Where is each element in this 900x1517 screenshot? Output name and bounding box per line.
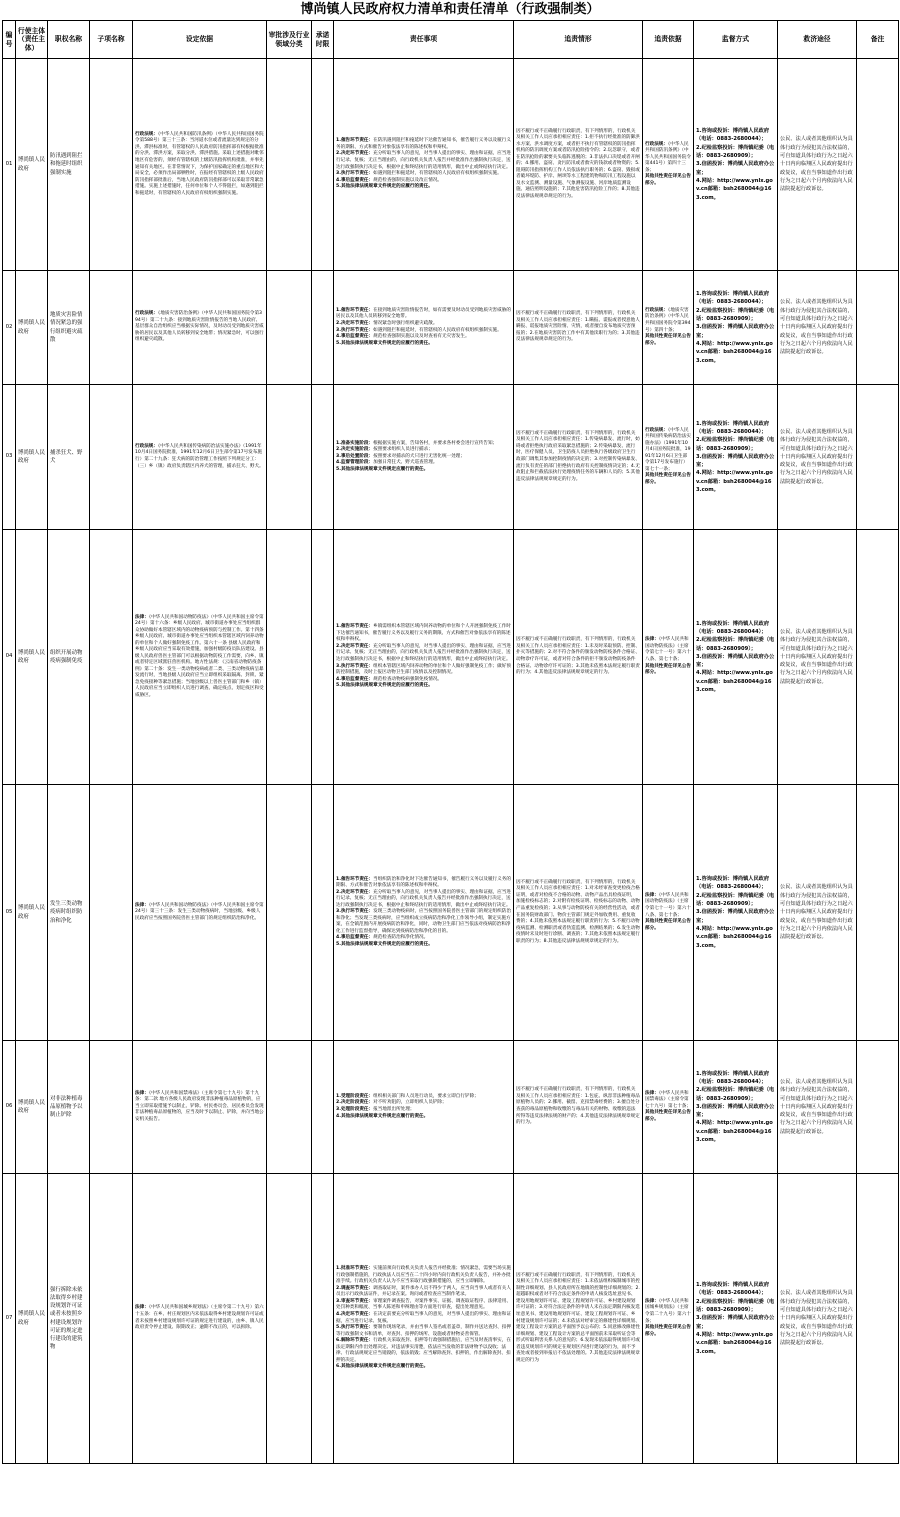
supervision-item: 1.咨询或投诉：博尚镇人民政府（电话：0883-2680044）；: [696, 420, 770, 435]
row-seq: 06: [3, 1041, 16, 1174]
lbasis-text: 《地质灾害防治条例》（中华人民共和国国务院令第394号）第四十条；: [645, 307, 691, 333]
lbasis-label: 行政法规：: [645, 427, 668, 433]
row-liability: 因不履行或不正确履行行政职责，有下列情形的，行政机关及相关工作人员应承担相应责任：1.瞒报、谎报或者授意他人瞒报、谎报地质灾害险情、灾情，或者擅自发布地质灾害预报的；2.在地质灾害防治工作中有其他渎职行为的；3.其他违反法律法规规章规定的行为。: [514, 271, 643, 385]
row-time: [312, 785, 334, 1041]
header-seq: 编号: [3, 21, 16, 59]
row-liability: 因不履行或不正确履行行政职责，有下列情形的，行政机关及相关工作人员应承担相应责任：1.包庇、纵容非法种植毒品原植物人员的；2.挪用、截留、克扣禁毒经费的；3.擅自处分查获的毒品原植物和收缴的与毒品有关的财物、收缴的违法所得等违反法律法规的财产的；4.其他违反法律法规规章规定的行为。: [514, 1041, 643, 1174]
supervision-item: 2.纪检监察投诉：博尚镇纪委（电话：0883-2680909）；: [696, 1298, 775, 1314]
row-liability-basis: [643, 59, 694, 271]
row-power-name: 地质灾害险情情况紧急的强行组织避灾疏散: [48, 271, 90, 385]
duty-text: 乡镇需组织本管辖区域内饲养动物的单位和个人开展强制免疫工作时下达催告通知书，催告履行义务以及履行义务的期限、方式和催告对象依法享有的陈述权和申辩权。: [336, 624, 511, 643]
duty-label: 1.批准环节责任：: [336, 1266, 374, 1272]
row-duties: [334, 1174, 514, 1464]
basis-text: 《地质灾害防治条例》（中华人民共和国国务院令第394号）第二十九条：接到地质灾害险情报告的当地人民政府、基层群众自治组织应当根据实际情况，及时动员受到地质灾害威胁的居民以及其他人员转移到安全地带；情况紧急时，可以强行组织避灾疏散。: [135, 311, 264, 343]
row-relief: 公民、法人或者其他组织认为具体行政行为侵犯其合法权益的，可自知道具体行政行为之日起六十日内向临翔区人民政府提出行政复议，或自当事知道作出行政行为之日起六个月内依法向人民法院提起行政诉讼。: [778, 785, 857, 1041]
supervision-item: 3.信函投诉：博尚镇人民政府办公室；: [696, 161, 775, 176]
supervision-item: 2.纪检监察投诉：博尚镇纪委（电话：0883-2680909）；: [696, 144, 775, 160]
duty-label: 3.处理阶段责任：: [336, 1107, 374, 1112]
basis-text: 《中华人民共和国动物防疫法》（中华人民共和国主席令第24号）第三十三条：发生三类动物疫病时，当地县级、乡级人民政府应当按照国务院兽医主管部门的规定组织防治和净化。: [135, 902, 264, 921]
row-supervision: [694, 785, 778, 1041]
row-subitem: [90, 785, 133, 1041]
row-duties: [334, 785, 514, 1041]
duty-label: 2.决定环节责任：: [336, 151, 374, 157]
row-org: 博尚镇人民政府: [16, 1041, 48, 1174]
duty-label: 5.其他法律法规规章文件规定的应履行的责任。: [336, 340, 433, 346]
row-basis: [133, 1041, 267, 1174]
duty-text: 规范检查强制实施以及及时查看有无灾害发生。: [373, 334, 470, 340]
duty-text: 按照要求组织人员进行捕杀；: [373, 447, 433, 453]
duty-item: [336, 1299, 511, 1312]
header-duty: 责任事项: [334, 21, 514, 59]
row-duties: [334, 59, 514, 271]
row-subitem: [90, 1041, 133, 1174]
table-row: [3, 785, 899, 1041]
row-basis: [133, 785, 267, 1041]
row-basis: [133, 385, 267, 530]
lbasis-label: 法律：: [645, 1298, 659, 1304]
row-seq: 07: [3, 1174, 16, 1464]
supervision-item: 4.网站：http://www.ynlx.gov.cn邮箱：bsh2680044@163.com。: [696, 670, 773, 694]
duty-text: 加强日常狂犬、野犬巡查管理。: [373, 460, 438, 466]
supervision-item: 2.纪检监察投诉：博尚镇纪委（电话：0883-2680909）；: [696, 307, 775, 323]
duty-text: 审理案件调查报告，对案件事实、证据、调查取证程序、法律适用、处罚种类和幅度、当事人陈述和申辩理由等方面进行审查，提出处理意见。: [336, 1298, 511, 1311]
row-review: [267, 785, 312, 1041]
supervision-item: 2.纪检监察投诉：博尚镇纪委（电话：0883-2680909）；: [696, 1087, 775, 1102]
supervision-item: 1.咨询或投诉：博尚镇人民政府（电话：0883-2680044）；: [696, 1282, 770, 1297]
duty-label: 2.决定实施阶段：: [336, 447, 374, 453]
duty-label: 5.其他法律法规规章文件规定的应履行的责任。: [336, 683, 433, 689]
duty-text: 组织本管辖区域内饲养动物的单位和个人做好强制免疫工作；做好预防控制措施，及时上报区动物卫生部门疫情以及控制情况。: [336, 663, 511, 676]
duty-text: 情况紧急时强行组织避灾疏散。: [373, 320, 438, 326]
table-row: [3, 530, 899, 785]
duty-label: 3.执行环节责任：: [336, 909, 374, 915]
duty-item: [336, 1338, 511, 1364]
row-power-name: 强行拆除未依法取得乡村建设规划许可证或者未按照乡村建设规划许可证的规定进行建设的建筑物: [48, 1174, 90, 1464]
duty-label: 4.事后监督责任：: [336, 177, 374, 183]
row-power-name: 防汛遇到阻拦和拖延时组织强制实施: [48, 59, 90, 271]
row-relief: 公民、法人或者其他组织认为具体行政行为侵犯其合法权益的，可自知道具体行政行为之日起六十日内向临翔区人民政府提出行政复议，或自当事知道作出行政行为之日起六个月内依法向人民法院提起行政诉讼。: [778, 1041, 857, 1174]
header-relief: 救济途径: [778, 21, 857, 59]
row-subitem: [90, 530, 133, 785]
row-org: 博尚镇人民政府: [16, 530, 48, 785]
basis-label: 法律：: [135, 1305, 149, 1311]
row-seq: 05: [3, 785, 16, 1041]
duty-label: 4.决定环节责任：: [336, 1311, 374, 1317]
duty-text: 对不听劝阻的，立即组织人员铲除；: [373, 1100, 447, 1106]
supervision-item: 4.网站：http://www.ynlx.gov.cn邮箱：bsh2680044@163.com。: [696, 340, 773, 364]
header-power: 职权名称: [48, 21, 90, 59]
duty-text: 充分听取当事人的意见，对当事人提出的事实、理由和证据，应当进行记录、复核；无正当理由的，向行政机关负责人报告并经批准作出强制执行决定，送达行政强制执行决定书，根据中止和终结执行的适用情形，做出中止或终结执行决定。: [336, 889, 511, 908]
row-review: [267, 1174, 312, 1464]
duty-text: 行政机关采取查封、扣押等行政强制措施后，应当及时查清事实，在法定期限内作出处理决定。对违法事实清楚，依法应当没收的非法财物予以没收；法律、行政法规规定应当销毁的，依法销毁；应当解除查封、扣押的，作出解除查封、扣押的决定。: [336, 1338, 511, 1363]
row-supervision: [694, 1174, 778, 1464]
supervision-item: 2.纪检监察投诉：博尚镇纪委（电话：0883-2680909）；: [696, 892, 775, 908]
page-title: 博尚镇人民政府权力清单和责任清单（行政强制类）: [300, 2, 600, 17]
duty-item: [336, 1286, 511, 1299]
lbasis-tail: 其他共性责任详见公告部分。: [645, 919, 691, 931]
duty-item: [336, 184, 511, 191]
row-liability-basis: [643, 385, 694, 530]
duty-text: 充分听取当事人的意见，对当事人提出的事实、理由和证据，应当进行记录、复核；无正当理由的，向行政机关负责人报告并经批准作出强制执行决定，送达行政强制执行决定书，根据中止和终结执行的适用情形，做出中止或终结执行决定。: [336, 151, 511, 170]
table-row: [3, 1041, 899, 1174]
duty-item: [336, 683, 511, 690]
row-time: [312, 1041, 334, 1174]
lbasis-label: 法律：: [645, 892, 659, 898]
row-time: [312, 530, 334, 785]
row-remark: [857, 59, 899, 271]
basis-text: 《中华人民共和国禁毒法》（主席令第七十九号）第十九条：第二款 地方各级人民政府发现非法种植毒品原植物的，应当立即采取措施予以制止、铲除。村民委员会、居民委员会发现非法种植毒品原植物的，应当及时予以制止、铲除，并向当地公安机关报告。: [135, 1090, 264, 1122]
duty-label: 4.事后监督责任：: [336, 935, 374, 941]
row-remark: [857, 1041, 899, 1174]
table-row: [3, 1174, 899, 1464]
row-review: [267, 385, 312, 530]
duty-item: [336, 664, 511, 677]
duty-text: 规范检查防治和净化情况。: [373, 935, 429, 941]
duty-item: [336, 1364, 511, 1371]
basis-text: 《中华人民共和国防汛条例》（中华人民共和国国务院令第588号）第三十三条：当河道水位或者流量达到规定的分洪、滞洪标准时，有管辖权的人民政府防汛指挥部有权根据批准的分洪、滞洪方案，采取分洪、滞洪措施。采取上述措施对毗邻地区有危害的，须经有管辖权的上级防汛指挥机构批准，并事先通知有关地区。在非常情况下，为保护国家确定的重点地区和大局安全，必须作出局部牺牲时，在报经有管辖权的上级人民政府防汛指挥部批准后，当地人民政府防汛指挥部可以采取非常紧急措施。实施上述措施时，任何单位和个人不得阻拦，如遇到阻拦和拖延时，有管辖权的人民政府有权组织强制实施。: [135, 131, 264, 196]
duty-label: 6.解除环节责任：: [336, 1338, 374, 1344]
row-remark: [857, 271, 899, 385]
duty-label: 1.受理阶段责任：: [336, 1093, 374, 1099]
row-liability: 因不履行或不正确履行行政职责，有下列情形的，行政机关及相关工作人员应承担相应责任：1.未及时采取预防、控制、扑灭等措施的；2.对不符合条件的颁发动物防疫条件合格证、动物诊疗许可证，或者对符合条件的拒不颁发动物防疫条件合格证、动物诊疗许可证的；3.其他未依照本法规定履行职责的行为；4.其他违反法律法规规章规定的行为。: [514, 530, 643, 785]
row-org: 博尚镇人民政府: [16, 785, 48, 1041]
row-liability-basis: [643, 530, 694, 785]
duty-text: 如遇到阻拦和拖延时，有管辖权的人民政府有权组织强制实施。: [373, 327, 502, 333]
supervision-item: 3.信函投诉：博尚镇人民政府办公室；: [696, 1315, 775, 1330]
lbasis-label: 行政法规：: [645, 307, 668, 313]
row-remark: [857, 785, 899, 1041]
lbasis-tail: 其他共性责任详见公告部分。: [645, 174, 691, 186]
supervision-item: 4.网站：http://www.ynlx.gov.cn邮箱：bsh2680044@163.com。: [696, 1120, 773, 1144]
header-time: 承诺时限: [312, 21, 334, 59]
supervision-item: 3.信函投诉：博尚镇人民政府办公室；: [696, 1103, 775, 1119]
row-basis: [133, 271, 267, 385]
row-subitem: [90, 385, 133, 530]
duty-label: 1.催告环节责任：: [336, 876, 374, 882]
duty-text: 规范检查动物疫病强制免疫情况。: [373, 676, 443, 682]
duty-label: 3.执行环节责任：: [336, 327, 374, 333]
row-power-name: 对非法种植毒品原植物予以制止铲除: [48, 1041, 90, 1174]
power-list-table: [2, 20, 899, 1464]
duty-item: [336, 151, 511, 171]
row-supervision: [694, 385, 778, 530]
row-duties: [334, 385, 514, 530]
table-row: [3, 385, 899, 530]
row-duties: [334, 271, 514, 385]
duty-item: [336, 1266, 511, 1286]
lbasis-text: 《中华人民共和国城乡规划法》（主席令第二十九号）第六十条；: [645, 1298, 691, 1324]
row-relief: 公民、法人或者其他组织认为具体行政行为侵犯其合法权益的，可自知道具体行政行为之日起六十日内向临翔区人民政府提出行政复议，或自当事知道作出行政行为之日起六个月内依法向人民法院提起行政诉讼。: [778, 271, 857, 385]
row-basis: [133, 59, 267, 271]
basis-text: 《中华人民共和国动物防疫法》（中华人民共和国主席令第24号）第十六条：乡级人民政府、城市街道办事处应当组织群众协助做好本管辖区域内的动物疫病预防与控制工作。第十四条 乡级人民政府、城市街道办事处应当组织本管辖区域内饲养动物的单位和个人做好强制免疫工作。第六十一条 县级人民政府和乡级人民政府应当采取有效措施，加强村级防疫员队伍建设。县级人民政府兽医主管部门可以根据动物防疫工作需要，向乡、镇或者特定区域派驻兽医机构。地方性法规：《云南省动物防疫条例》第二十条：发生一类动物疫病或者二类、三类动物疫病呈暴发流行时，当地县级人民政府应当立即组织采取隔离、封锁、紧急免疫接种等紧急措施；当地县级以上兽医主管部门和乡（镇）人民政府应当立即组织人员进行调查、确定疫点、划定疫区和受威胁区。: [135, 614, 264, 698]
supervision-item: 1.咨询或投诉：博尚镇人民政府（电话：0883-2680044）；: [696, 128, 770, 143]
row-supervision: [694, 271, 778, 385]
row-seq: 03: [3, 385, 16, 530]
duty-label: 1.催告环节责任：: [336, 138, 374, 144]
duty-text: 充分听取当事人的意见，对当事人提出的事实、理由和证据，应当进行记录、复核；无正当理由的，向行政机关负责人报告并经批准作出强制执行决定，送达行政强制执行决定书，根据中止和终结执行的适用情形，做出中止或终结执行决定。: [336, 643, 511, 662]
duty-label: 6.其他法律法规规章文件规定应履行的责任。: [336, 1364, 429, 1370]
duty-label: 1.催告环节责任：: [336, 624, 374, 630]
supervision-item: 3.信函投诉：博尚镇人民政府办公室；: [696, 324, 775, 339]
row-power-name: 发生三类动物疫病时组织防治和净化: [48, 785, 90, 1041]
duty-text: 规范检查强制实施以及改正情况。: [373, 177, 443, 183]
row-review: [267, 1041, 312, 1174]
basis-text: 《中华人民共和国传染病防治法实施办法》（1991年10月4日国务院批准，1991年12月6日卫生部令第17号发布施行）第二十九条：狂犬病的防治管理工作按照下列规定分工：（三）乡（镇）政府负责辖区内养犬的管理，捕杀狂犬、野犬。: [135, 443, 264, 469]
row-subitem: [90, 59, 133, 271]
basis-label: 法律：: [135, 902, 149, 908]
lbasis-text: 《中华人民共和国传染病防治法实施办法》（1991年10月4日国务院批准，1991年12月6日卫生部令第17号发布施行）第七十一条；: [645, 427, 691, 472]
table-row: [3, 59, 899, 271]
duty-label: 3.审查环节责任：: [336, 1298, 374, 1304]
duty-text: 当组织防治和净化时下达催告通知书，催告履行义务以及履行义务的期限、方式和催告对象依法享有的陈述权和申辩权。: [336, 876, 511, 889]
lbasis-tail: 其他共性责任详见公告部分。: [645, 1325, 691, 1337]
header-org: 行使主体（责任主体）: [16, 21, 48, 59]
duty-text: 如遇到阻拦和拖延时，有管辖权的人民政府有权组织强制实施。: [373, 171, 502, 177]
row-seq: 01: [3, 59, 16, 271]
supervision-item: 4.网站：http://www.ynlx.gov.cn邮箱：bsh2680044@163.com。: [696, 925, 773, 949]
supervision-item: 1.咨询或投诉：博尚镇人民政府（电话：0883-2680044）；: [696, 1070, 770, 1085]
lbasis-tail: 其他共性责任详见公告部分。: [645, 473, 691, 485]
duty-text: 要制作现场笔录，并由当事人签名或者盖章，制作并送达查封、扣押等行政强制文书和清单，对查封、扣押的场所、设施或者财物妥善保管。: [336, 1325, 511, 1337]
duty-text: 组织相关部门和人员进行动员，要求立即自行铲除；: [373, 1093, 479, 1099]
row-liability-basis: [643, 271, 694, 385]
basis-text: 《中华人民共和国城乡规划法》（主席令第二十九号）第六十五条：在乡、村庄规划区内未依法取得乡村建设规划许可证或者未按照乡村建设规划许可证的规定进行建设的，由乡、镇人民政府责令停止建设、限期改正；逾期不改正的，可以拆除。: [135, 1305, 264, 1331]
duty-text: 在决定前要充分听取当事人的意见，对当事人提出的事实、理由和证据，应当进行记录、复核。: [336, 1311, 511, 1324]
lbasis-tail: 其他共性责任详见公告部分。: [645, 1110, 691, 1122]
row-seq: 04: [3, 530, 16, 785]
duty-label: 4.事后监督责任：: [336, 334, 374, 340]
row-subitem: [90, 1174, 133, 1464]
duty-item: [336, 467, 511, 474]
row-relief: 公民、法人或者其他组织认为具体行政行为侵犯其合法权益的，可自知道具体行政行为之日起六十日内向临翔区人民政府提出行政复议，或自当事知道作出行政行为之日起六个月内依法向人民法院提起行政诉讼。: [778, 385, 857, 530]
supervision-item: 4.网站：http://www.ynlx.gov.cn邮箱：bsh2680044@163.com。: [696, 470, 773, 494]
row-org: 博尚镇人民政府: [16, 1174, 48, 1464]
row-liability: 因不履行或不正确履行行政职责，有下列情形的，行政机关及相关工作人员应承担相应责任：1.拒不执行经批准的防御洪水方案、洪水调度方案，或者拒不执行有管辖权的防汛指挥机构的防汛调度方案或者防汛抢险指令的；2.玩忽职守，或者在防汛抢险的紧要关头临阵逃脱的；3.非法扒口决堤或者开闸的；4.挪用、盗窃、贪污防汛或者救灾的钱款或者物资的；5.阻碍防汛指挥机构工作人员依法执行职务的；6.盗窃、毁损或者破坏堤防、护岸、闸坝等水工程建筑物和防汛工程设施以及水文监测、测量设施、气象测报设施、河岸地质监测设施、通信照明设施的；7.其他危害防汛抢险工作的；8.其他违反法律法规规章规定的行为。: [514, 59, 643, 271]
header-review: 审批涉及行业领域分类: [267, 21, 312, 59]
duty-text: 调查取证时，案件承办人员不得少于两人，应当向当事人或者有关人员出示行政执法证件，并记录在案。询问或者检查应当制作笔录。: [336, 1285, 511, 1298]
row-relief: 公民、法人或者其他组织认为具体行政行为侵犯其合法权益的，可自知道具体行政行为之日起六十日内向临翔区人民政府提出行政复议，或自当事知道作出行政行为之日起六个月内依法向人民法院提起行政诉讼。: [778, 1174, 857, 1464]
duty-text: 报当地派出所处理；: [373, 1107, 415, 1112]
duty-item: [336, 1114, 511, 1121]
supervision-item: 3.信函投诉：博尚镇人民政府办公室；: [696, 453, 775, 469]
duty-label: 5.其他法律法规规章文件规定应履行的责任。: [336, 466, 429, 472]
duty-label: 4.其他法律法规规章文件规定应履行的责任。: [336, 1113, 429, 1119]
row-basis: [133, 530, 267, 785]
row-remark: [857, 530, 899, 785]
row-subitem: [90, 271, 133, 385]
lbasis-label: 法律：: [645, 1090, 659, 1096]
lbasis-label: 法律：: [645, 637, 659, 643]
duty-label: 3.执行环节责任：: [336, 663, 374, 669]
row-review: [267, 59, 312, 271]
row-remark: [857, 385, 899, 530]
duty-text: 在防汛遇到阻拦和拖延时下达催告通知书，催告履行义务以及履行义务的期限、方式和催告对象依法享有的陈述权和申辩权。: [336, 138, 511, 150]
duty-text: 发现三类动物疫病时，应当按照国务院兽医主管部门的规定组织防治和净化；当发现三类疫病时，应当组织成立疫病防治和净化工作领导小组，制定实施方案，在全镇范围内开展疫病防治和净化，同时，动物卫生部门应当依法对疫病防治和净化工作进行监督指导，确保达到疫病防治和净化的目的。: [336, 909, 511, 934]
duty-label: 3.执行环节责任：: [336, 171, 374, 177]
duty-label: 4.事后监督责任：: [336, 676, 374, 682]
supervision-item: 3.信函投诉：博尚镇人民政府办公室；: [696, 909, 775, 924]
duty-text: 在接到地质灾害险情报告时，如有需要及时动员受到地质灾害威胁的居民以及其他人员转移到安全地带。: [336, 307, 511, 320]
row-time: [312, 385, 334, 530]
table-row: [3, 271, 899, 385]
basis-label: 行政法规：: [135, 443, 158, 449]
duty-item: [336, 909, 511, 935]
lbasis-label: 行政法规：: [645, 141, 668, 147]
duty-item: [336, 138, 511, 151]
row-review: [267, 271, 312, 385]
lbasis-text: 《中华人民共和国动物防疫法》（主席令第七十一号）第六十八条、第七十条；: [645, 637, 691, 662]
duty-label: 1.催告环节责任：: [336, 307, 374, 313]
row-time: [312, 271, 334, 385]
row-duties: [334, 530, 514, 785]
row-org: 博尚镇人民政府: [16, 271, 48, 385]
row-relief: 公民、法人或者其他组织认为具体行政行为侵犯其合法权益的，可自知道具体行政行为之日起六十日内向临翔区人民政府提出行政复议，或自当事知道作出行政行为之日起六个月内依法向人民法院提起行政诉讼。: [778, 530, 857, 785]
row-liability: 因不履行或不正确履行行政职责，有下列情形的，行政机关及相关工作人员应承担相应责任：1.传染病暴发、流行时，妨碍或者拒绝执行政府采取紧急措施的；2.传染病暴发、流行时，医疗保健人员、卫生防疫人员拒绝执行各级政府卫生行政部门调集其参加控制疫情的决定的；3.对控制传染病暴发、流行负有责任的部门拒绝执行政府有关控制疫情决定的；4.无故阻止和拦截依法执行处理疫情任务的车辆和人员的；5.其他违反法律法规规章规定的行为。: [514, 385, 643, 530]
lbasis-tail: 其他共性责任详见公告部分。: [645, 334, 691, 346]
duty-item: [336, 1312, 511, 1325]
row-liability-basis: [643, 1174, 694, 1464]
duty-item: [336, 942, 511, 949]
row-supervision: [694, 530, 778, 785]
supervision-item: 4.网站：http://www.ynlx.gov.cn邮箱：bsh2680044@163.com。: [696, 1331, 773, 1355]
row-liability: 因不履行或不正确履行行政职责，有下列情形的，行政机关及相关工作人员应承担相应责任：1.未依法组织编制城市的控制性详细规划、县人民政府所在地镇的控制性详细规划的；2.超越职权或者对不符合法定条件的申请人核发选址意见书、建设用地规划许可证、建设工程规划许可证、乡村建设规划许可证的；3.对符合法定条件的申请人未在法定期限内核发选址意见书、建设用地规划许可证、建设工程规划许可证、乡村建设规划许可证的；4.未依法对经审定的修建性详细规划、建设工程设计方案的总平面图予以公布的；5.同意修改修建性详细规划、建设工程设计方案的总平面图前未采取听证会等形式听取利害关系人的意见的；6.发现未依法取得规划许可或者违反规划许可的规定在规划区内进行建设的行为，而不予查处或者接到举报后不依法处理的。7.其他违反法律法规规章规定的行为: [514, 1174, 643, 1464]
duty-item: [336, 877, 511, 890]
duty-label: 5.其他法律法规规章文件规定的应履行的责任。: [336, 941, 433, 947]
header-subitem: 子项名称: [90, 21, 133, 59]
duty-item: [336, 308, 511, 321]
row-liability-basis: [643, 1041, 694, 1174]
row-basis: [133, 1174, 267, 1464]
header-liability-basis: 追责依据: [643, 21, 694, 59]
duty-label: 4.监督管理阶段：: [336, 460, 374, 466]
duty-label: 3.事后处置阶段：: [336, 453, 374, 459]
row-supervision: [694, 59, 778, 271]
duty-label: 2.决定阶段责任：: [336, 1100, 374, 1106]
header-remark: 备注: [857, 21, 899, 59]
basis-label: 法律：: [135, 614, 149, 620]
basis-label: 行政法规：: [135, 311, 158, 317]
duty-label: 1.准备实施阶段：: [336, 440, 374, 446]
row-time: [312, 59, 334, 271]
supervision-item: 2.纪检监察投诉：博尚镇纪委（电话：0883-2680909）；: [696, 637, 775, 652]
row-time: [312, 1174, 334, 1464]
supervision-item: 4.网站：http://www.ynlx.gov.cn邮箱：bsh2680044@163.com。: [696, 177, 773, 201]
header-supervision: 监督方式: [694, 21, 778, 59]
row-relief: 公民、法人或者其他组织认为具体行政行为侵犯其合法权益的，可自知道具体行政行为之日起六十日内向临翔区人民政府提出行政复议，或自当事知道作出行政行为之日起六个月内依法向人民法院提起行政诉讼。: [778, 59, 857, 271]
row-liability: 因不履行或不正确履行行政职责，有下列情形的，行政机关及相关工作人员应承担相应责任：1.对未经审查变更检疫合格证明，或者对检疫不合格的动物、动物产品出具检疫证明，加施检疫标志的；2.对附有检疫证明、检疫标志的动物、动物产品重复检疫的；3.从事与动物防疫有关的经营性活动，或者在国务院财政部门、物价主管部门规定外加收费用、重复收费的；4.其他未依照本法规定履行职责的行为；5.不履行动物疫病监测、检测职责或者伪造监测、检测结果的；6.发生动物疫情时未及时进行诊断、调查的；7.其他未依照本法规定履行职责的行为；8.其他违反法律法规规章规定的行为。: [514, 785, 643, 1041]
duty-text: 按照要求对捕杀的犬只进行无害化统一处理；: [373, 453, 465, 459]
duty-label: 2.调查环节责任：: [336, 1285, 374, 1291]
row-liability-basis: [643, 785, 694, 1041]
duty-label: 2.决定环节责任：: [336, 643, 374, 649]
header-liability: 追责情形: [514, 21, 643, 59]
duty-item: [336, 624, 511, 644]
row-org: 博尚镇人民政府: [16, 385, 48, 530]
row-org: 博尚镇人民政府: [16, 59, 48, 271]
lbasis-text: 《中华人民共和国动物防疫法》（主席令第七十一号）第六十八条、第七十条；: [645, 892, 691, 918]
duty-text: 根据据实施方案，告知各村，并要求各村委会进行宣传告知；: [373, 440, 498, 446]
supervision-item: 1.咨询或投诉：博尚镇人民政府（电话：0883-2680044）；: [696, 876, 770, 891]
basis-label: 法律：: [135, 1090, 149, 1096]
duty-label: 5.其他法律法规规章文件规定的应履行的责任。: [336, 184, 433, 190]
row-supervision: [694, 1041, 778, 1174]
row-remark: [857, 1174, 899, 1464]
row-power-name: 组织开展动物疫病强制免疫: [48, 530, 90, 785]
supervision-item: 3.信函投诉：博尚镇人民政府办公室；: [696, 653, 775, 669]
duty-item: [336, 890, 511, 910]
supervision-item: 1.咨询或投诉：博尚镇人民政府（电话：0883-2680044）；: [696, 620, 770, 635]
row-duties: [334, 1041, 514, 1174]
duty-item: [336, 644, 511, 664]
duty-label: 5.执行环节责任：: [336, 1325, 374, 1331]
header-row: [3, 21, 899, 59]
row-seq: 02: [3, 271, 16, 385]
supervision-item: 1.咨询或投诉：博尚镇人民政府（电话：0883-2680044）；: [696, 291, 770, 306]
lbasis-text: 《中华人民共和国防汛条例》（中华人民共和国国务院令第441号）第四十三条；: [645, 141, 691, 173]
row-review: [267, 530, 312, 785]
header-basis: 设定依据: [133, 21, 267, 59]
duty-label: 2.决定环节责任：: [336, 889, 374, 895]
basis-label: 行政法规：: [135, 131, 158, 137]
row-power-name: 捕杀狂犬、野犬: [48, 385, 90, 530]
duty-text: 实施前须向行政机关负责人报告并经批准；情况紧急，需要当场实施行政强制措施的，行政执法人员应当在二十四小时内向行政机关负责人报告，并补办批准手续。行政机关负责人认为不应当采取行政强制措施的，应当立即解除。: [336, 1266, 511, 1285]
duty-label: 2.决定环节责任：: [336, 320, 374, 326]
duty-item: [336, 1325, 511, 1338]
lbasis-tail: 其他共性责任详见公告部分。: [645, 663, 691, 676]
lbasis-text: 《中华人民共和国禁毒法》（主席令第七十九号）第七十条；: [645, 1090, 691, 1109]
duty-item: [336, 341, 511, 348]
supervision-item: 2.纪检监察投诉：博尚镇纪委（电话：0883-2680909）；: [696, 437, 775, 452]
